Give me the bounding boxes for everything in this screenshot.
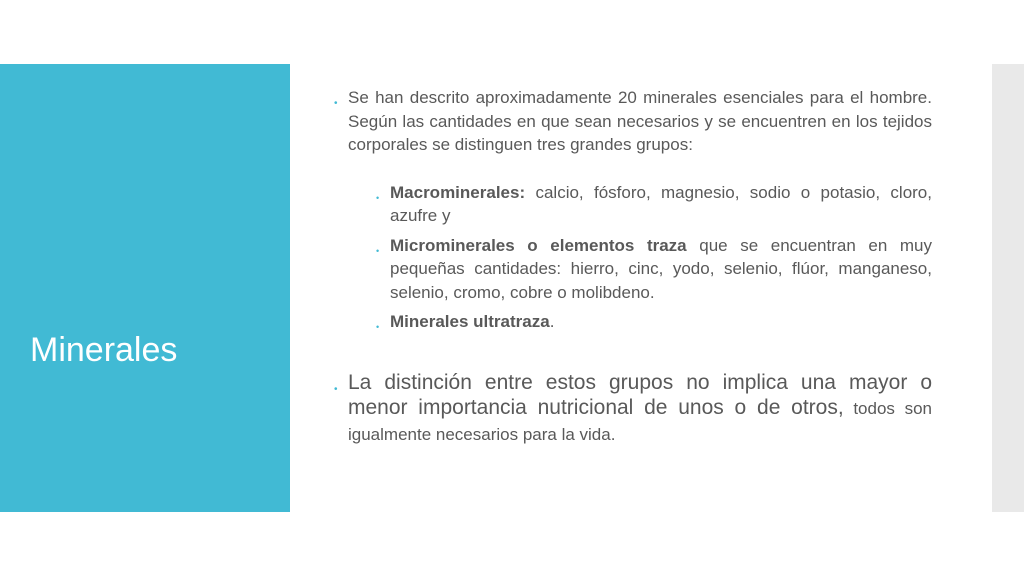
bullet-marker-icon: • [334,383,338,395]
sub-bullet-text: que se encuentran en muy pequeñas cantidades: hierro, cinc, yodo, selenio, flúor, manganeso, selenio, cromo, cobre o molibdeno. [390,235,933,302]
bullet-intro [332,86,932,157]
sub-bullet-marker-icon: • [376,192,380,203]
sub-bullet-text: . [549,312,555,331]
sub-bullet-microminerales [374,234,932,305]
sub-bullet-ultratraza [374,310,932,334]
bullet-distincion [332,370,932,447]
slide-content [332,86,932,447]
sub-bullet-list [332,181,932,334]
sub-bullet-macrominerales [374,181,932,228]
sub-bullet-marker-icon: • [376,322,380,332]
title-panel [0,64,290,512]
sub-bullet-text: calcio, fósforo, magnesio, sodio o potasio, cloro, azufre y [390,182,932,225]
bullet-distincion-text: La distinción entre estos grupos no implica una mayor o menor importancia nutricional de unos o de otros, [348,370,932,419]
bullet-intro-text: Se han descrito aproximadamente 20 minerales esenciales para el hombre. Según las cantidades en que sean necesarios y se encuentren en los tejidos corporales se distinguen tres grandes grupos: [348,88,932,154]
sub-bullet-term: Macrominerales: [390,182,526,202]
right-decorative-band [992,64,1024,512]
bullet-distincion-tail: todos son igualmente necesarios para la vida. [348,398,932,444]
sub-bullet-term: Microminerales o elementos traza [390,235,687,255]
sub-bullet-term: Minerales ultratraza [390,312,550,331]
slide-title: Minerales [30,331,178,369]
bullet-marker-icon: • [334,98,338,109]
sub-bullet-marker-icon: • [376,245,380,256]
